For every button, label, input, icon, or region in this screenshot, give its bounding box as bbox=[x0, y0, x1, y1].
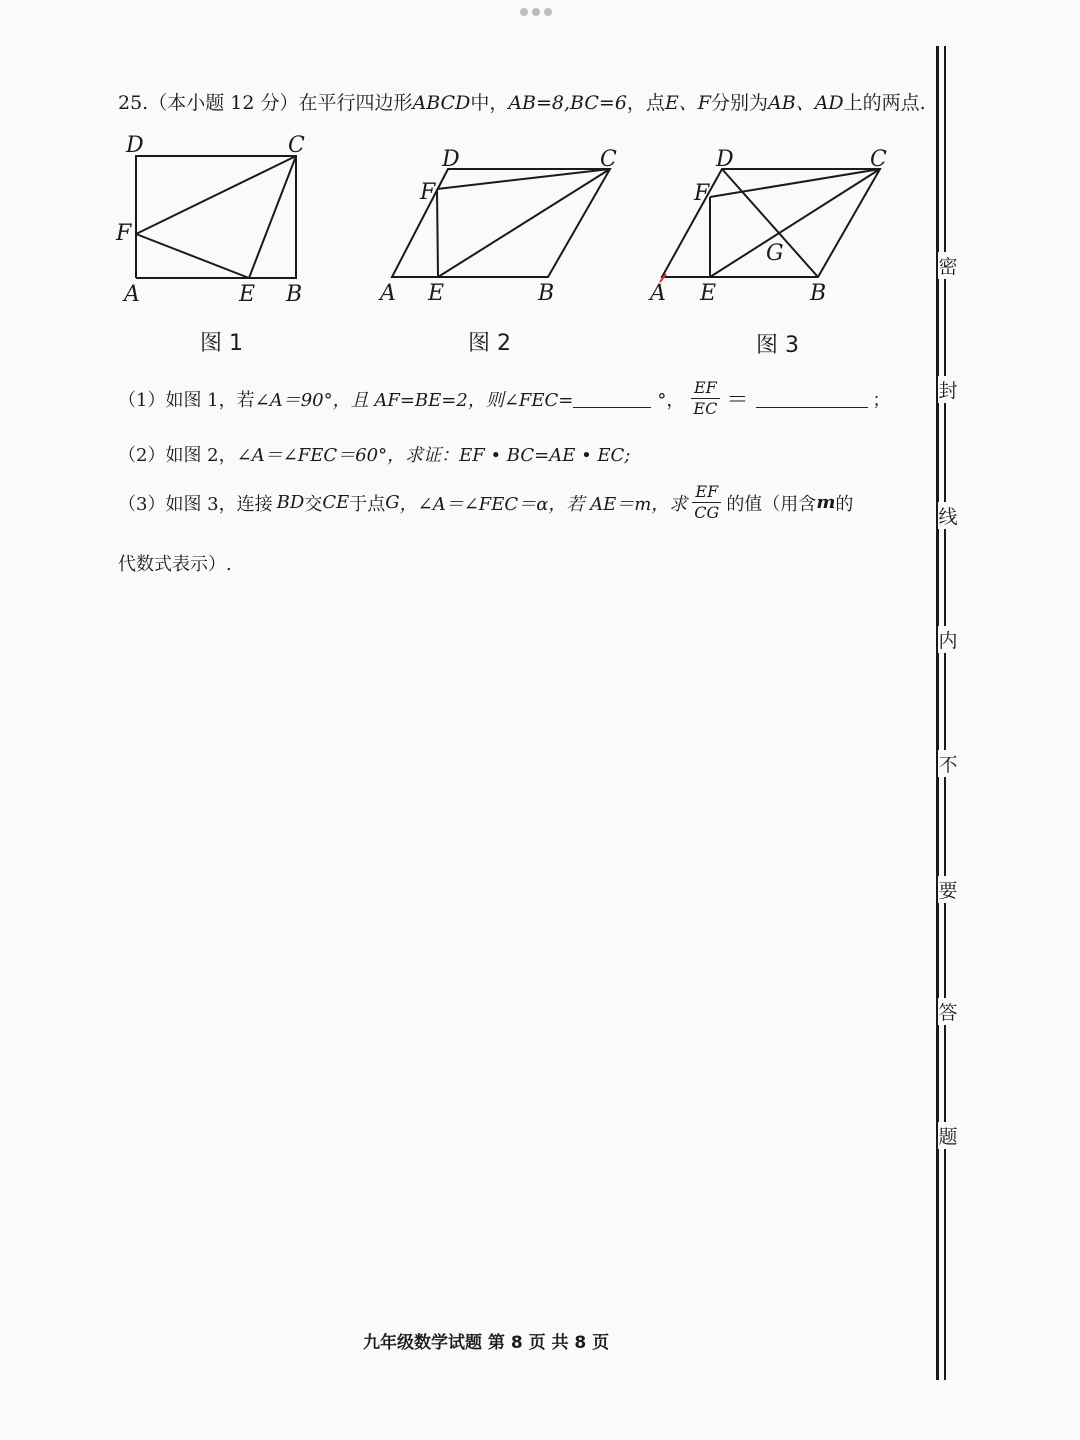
margin-char: 答 bbox=[938, 998, 958, 1025]
variable-m: m bbox=[816, 492, 836, 513]
label-a: A bbox=[380, 281, 396, 306]
stem-text: 分别为 bbox=[711, 92, 769, 114]
part-3-tail: 的值（用含 bbox=[726, 493, 817, 515]
fraction-numerator: EF bbox=[691, 378, 720, 399]
part-1-prefix: （1）如图 1，若 bbox=[118, 389, 255, 411]
stem-text: 在平行四边形 bbox=[298, 92, 413, 114]
figure-3-diagram bbox=[640, 140, 900, 310]
label-f: F bbox=[420, 180, 436, 205]
part-2-prefix: （2）如图 2， bbox=[118, 445, 237, 466]
question-number: 25. bbox=[118, 92, 149, 114]
point-g-label: G bbox=[385, 492, 400, 513]
label-b: B bbox=[810, 281, 827, 306]
label-g: G bbox=[766, 241, 784, 266]
part-3-prefix: （3）如图 3，连接 bbox=[118, 493, 273, 515]
sides-ab-ad: AB、AD bbox=[768, 92, 844, 114]
dot bbox=[532, 8, 540, 16]
label-d: D bbox=[716, 147, 734, 172]
margin-char: 题 bbox=[938, 1122, 958, 1149]
question-points: （本小题 12 分） bbox=[148, 92, 299, 114]
equals-sign: ＝ bbox=[726, 388, 749, 413]
part-2-condition: ∠A＝∠FEC＝60°，求证： bbox=[236, 445, 460, 466]
points-ef: E、F bbox=[664, 92, 711, 114]
part-1-end: ； bbox=[872, 389, 891, 411]
label-b: B bbox=[286, 282, 303, 307]
page-menu-dots[interactable] bbox=[520, 8, 552, 16]
dot bbox=[520, 8, 528, 16]
margin-char: 内 bbox=[938, 626, 958, 653]
given-values: AB=8,BC=6 bbox=[508, 92, 627, 114]
label-a: A bbox=[650, 281, 666, 306]
dot bbox=[544, 8, 552, 16]
margin-char: 不 bbox=[938, 750, 958, 777]
stem-text: 上的两点. bbox=[843, 92, 926, 114]
shape-name: ABCD bbox=[412, 92, 471, 114]
label-e: E bbox=[239, 282, 256, 307]
fraction-numerator: EF bbox=[692, 482, 721, 503]
margin-char: 线 bbox=[938, 502, 958, 529]
stem-text: ，点 bbox=[626, 92, 665, 114]
fraction-ef-ec bbox=[690, 378, 720, 419]
figure-2-caption: 图 2 bbox=[468, 331, 511, 356]
question-title bbox=[118, 88, 926, 115]
figure-1-caption: 图 1 bbox=[200, 331, 243, 356]
part-2 bbox=[118, 441, 630, 467]
label-a: A bbox=[124, 282, 140, 307]
label-c: C bbox=[870, 147, 887, 172]
segment-ce-label: CE bbox=[322, 492, 350, 513]
label-e: E bbox=[428, 281, 445, 306]
label-c: C bbox=[600, 147, 617, 172]
part-3-condition: ，∠A＝∠FEC＝α，若 AE＝m，求 bbox=[399, 493, 688, 515]
segment-bd-label: BD bbox=[276, 492, 305, 513]
fraction-ef-cg bbox=[691, 482, 722, 523]
figure-2-diagram bbox=[370, 140, 630, 310]
part-3-text: 于点 bbox=[349, 493, 386, 515]
fraction-denominator: EC bbox=[693, 399, 718, 418]
figure-1-diagram bbox=[110, 130, 330, 310]
figure-3-caption: 图 3 bbox=[756, 333, 799, 358]
label-e: E bbox=[700, 281, 717, 306]
part-3 bbox=[118, 482, 853, 523]
label-c: C bbox=[288, 133, 305, 158]
label-f: F bbox=[694, 181, 710, 206]
seal-line-thin bbox=[944, 46, 946, 1380]
degree-mark: °， bbox=[657, 389, 685, 411]
answer-blank-angle[interactable] bbox=[573, 389, 651, 408]
label-d: D bbox=[442, 147, 460, 172]
part-2-claim: EF • BC=AE • EC; bbox=[459, 445, 631, 466]
part-3-line-2: 代数式表示）. bbox=[118, 554, 232, 575]
label-b: B bbox=[538, 281, 555, 306]
margin-char: 要 bbox=[938, 876, 958, 903]
part-3-tail2: 的 bbox=[835, 493, 854, 515]
page-footer: 九年级数学试题 第 8 页 共 8 页 bbox=[363, 1333, 610, 1353]
margin-char: 封 bbox=[938, 376, 958, 403]
part-1-condition: ∠A＝90°，且 AF=BE=2，则∠FEC= bbox=[254, 389, 574, 411]
seal-line-thick bbox=[936, 46, 939, 1380]
part-1 bbox=[118, 378, 890, 419]
stem-text: 中， bbox=[470, 92, 509, 114]
answer-blank-ratio[interactable] bbox=[756, 389, 868, 408]
label-f: F bbox=[116, 221, 132, 246]
part-3-text: 交 bbox=[304, 493, 323, 515]
margin-char: 密 bbox=[938, 252, 958, 279]
segment-fe bbox=[136, 234, 249, 278]
label-d: D bbox=[126, 133, 144, 158]
fraction-denominator: CG bbox=[694, 503, 720, 522]
segment-fe bbox=[437, 189, 438, 277]
segment-fc bbox=[136, 156, 296, 234]
segment-ec bbox=[249, 156, 296, 278]
